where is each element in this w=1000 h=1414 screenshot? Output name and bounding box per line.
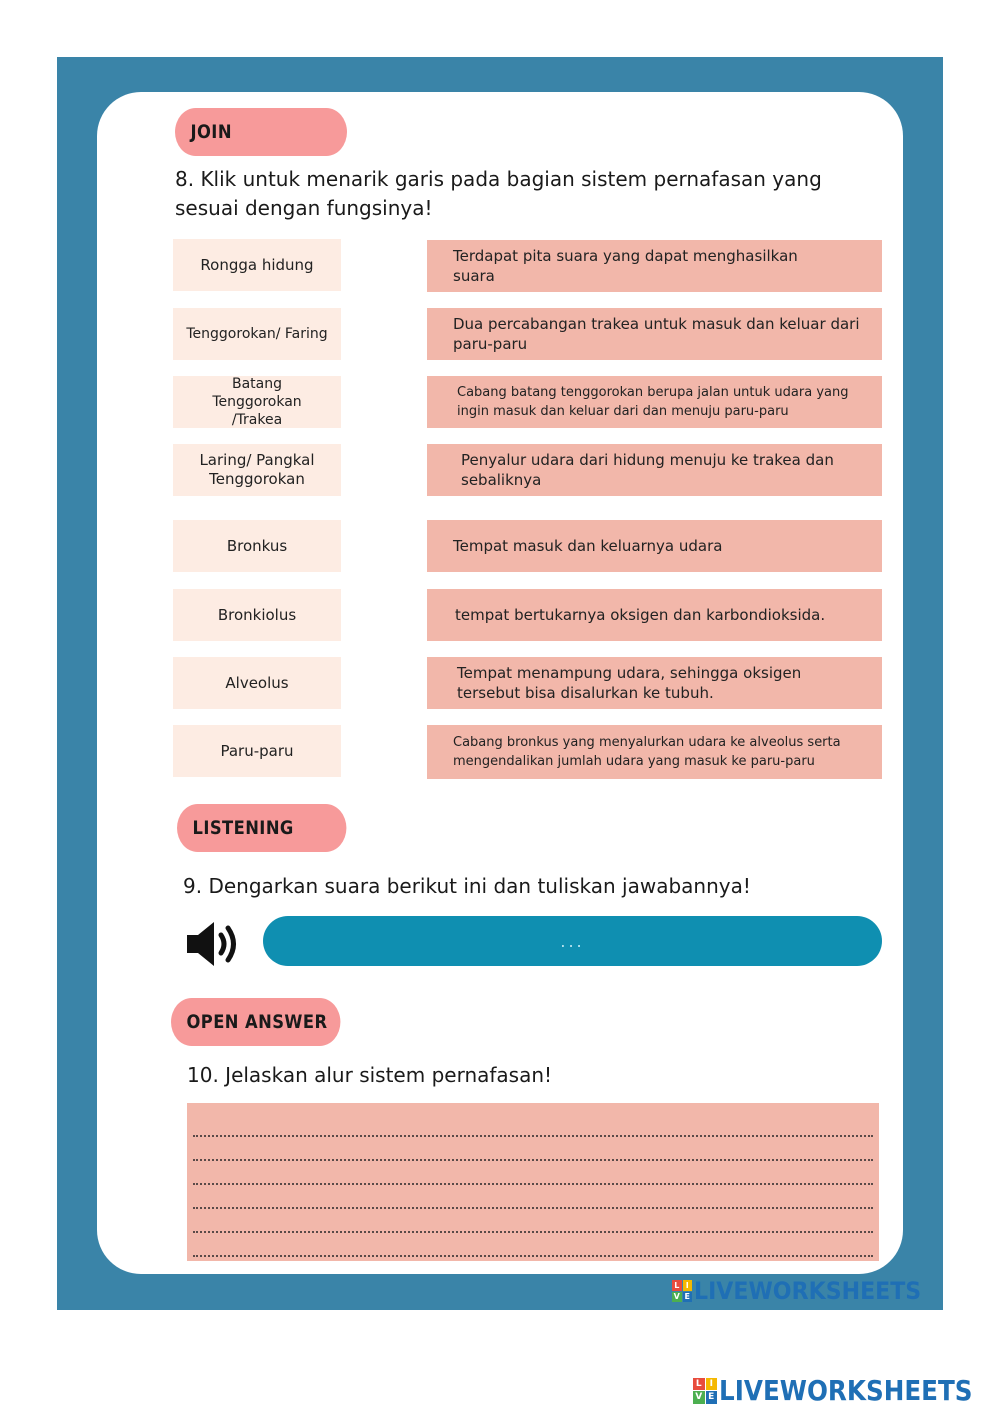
listening-answer-input[interactable]: ...: [263, 916, 882, 966]
answer-line: [193, 1185, 873, 1209]
join-right-item[interactable]: tempat bertukarnya oksigen dan karbondioksida.: [427, 589, 882, 641]
join-left-item[interactable]: Rongga hidung: [173, 239, 341, 291]
logo-icon: L I V E: [672, 1280, 692, 1302]
join-left-item[interactable]: Tenggorokan/ Faring: [173, 308, 341, 360]
answer-line: [193, 1233, 873, 1257]
brand-name: LIVEWORKSHEETS: [694, 1277, 922, 1305]
join-left-item[interactable]: Batang Tenggorokan /Trakea: [173, 376, 341, 428]
join-left-item[interactable]: Laring/ Pangkal Tenggorokan: [173, 444, 341, 496]
brand-name: LIVEWORKSHEETS: [719, 1374, 973, 1407]
join-left-item[interactable]: Paru-paru: [173, 725, 341, 777]
question-10: 10. Jelaskan alur sistem pernafasan!: [187, 1063, 553, 1087]
logo-icon: L I V E: [693, 1378, 717, 1404]
speaker-icon[interactable]: [184, 918, 242, 970]
question-9: 9. Dengarkan suara berikut ini dan tuliskan jawabannya!: [183, 874, 751, 898]
open-answer-textarea[interactable]: [187, 1103, 879, 1261]
liveworksheets-logo-footer: [693, 1374, 1000, 1407]
join-right-item[interactable]: Cabang bronkus yang menyalurkan udara ke alveolus serta mengendalikan jumlah udara yang masuk ke paru-paru: [427, 725, 882, 779]
join-right-item[interactable]: Tempat menampung udara, sehingga oksigen tersebut bisa disalurkan ke tubuh.: [427, 657, 882, 709]
question-8: 8. Klik untuk menarik garis pada bagian sistem pernafasan yang sesuai dengan fungsinya!: [175, 167, 822, 220]
join-right-item[interactable]: Dua percabangan trakea untuk masuk dan keluar dari paru-paru: [427, 308, 882, 360]
answer-line: [193, 1137, 873, 1161]
join-right-item[interactable]: Cabang batang tenggorokan berupa jalan untuk udara yang ingin masuk dan keluar dari dan menuju paru-paru: [427, 376, 882, 428]
join-right-item[interactable]: Tempat masuk dan keluarnya udara: [427, 520, 882, 572]
join-right-item[interactable]: Terdapat pita suara yang dapat menghasilkan suara: [427, 240, 882, 292]
join-left-item[interactable]: Bronkiolus: [173, 589, 341, 641]
join-left-item[interactable]: Bronkus: [173, 520, 341, 572]
answer-line: [193, 1161, 873, 1185]
join-right-item[interactable]: Penyalur udara dari hidung menuju ke trakea dan sebaliknya: [427, 444, 882, 496]
listening-tag: LISTENING: [177, 804, 346, 852]
answer-line: [193, 1209, 873, 1233]
open-answer-tag: OPEN ANSWER: [171, 998, 340, 1046]
liveworksheets-logo-frame: [672, 1277, 941, 1305]
answer-line: [193, 1113, 873, 1137]
join-tag: JOIN: [175, 108, 347, 156]
join-left-item[interactable]: Alveolus: [173, 657, 341, 709]
